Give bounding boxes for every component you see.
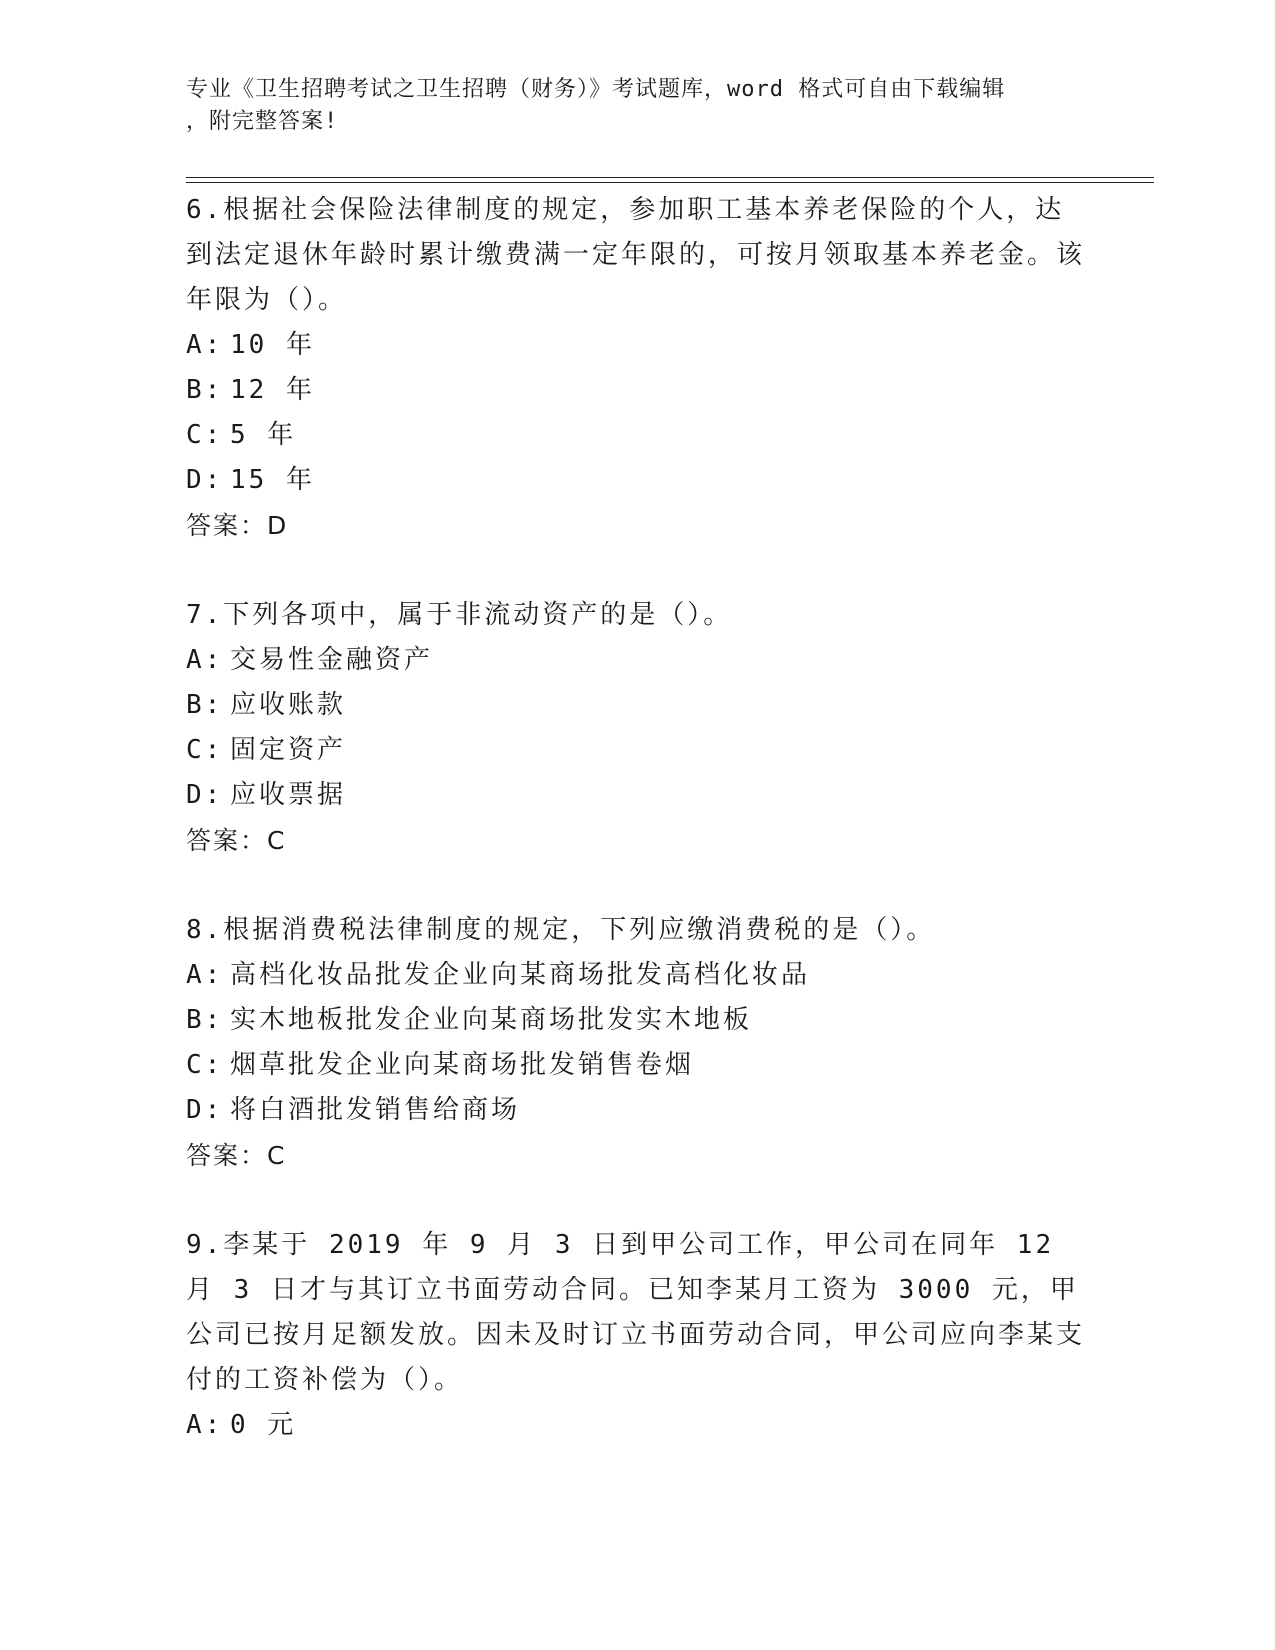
option-c xyxy=(186,728,1086,773)
answer-line: 答案：C xyxy=(186,1141,287,1170)
question-stem: 8.根据消费税法律制度的规定，下列应缴消费税的是（）。 xyxy=(186,915,936,945)
option-text: 12 年 xyxy=(230,375,315,405)
option-a xyxy=(186,953,1086,998)
option-label: B: xyxy=(186,1005,224,1035)
option-text: 15 年 xyxy=(230,465,315,495)
document-header xyxy=(186,74,1086,138)
option-b xyxy=(186,683,1086,728)
option-d xyxy=(186,773,1086,818)
option-d xyxy=(186,1088,1086,1133)
option-a xyxy=(186,638,1086,683)
option-label: A: xyxy=(186,1410,224,1440)
header-intro-line-2: ，附完整答案! xyxy=(186,109,339,134)
option-text: 固定资产 xyxy=(230,735,347,765)
option-label: B: xyxy=(186,375,224,405)
question-stem: 6.根据社会保险法律制度的规定，参加职工基本养老保险的个人，达到法定退休年龄时累计缴费满一定年限的，可按月领取基本养老金。该年限为（）。 xyxy=(186,195,1086,315)
question-6 xyxy=(186,188,1086,548)
option-text: 高档化妆品批发企业向某商场批发高档化妆品 xyxy=(230,960,811,990)
header-divider-bottom xyxy=(186,182,1154,183)
question-8 xyxy=(186,908,1086,1178)
answer-line: 答案：C xyxy=(186,826,287,855)
option-label: A: xyxy=(186,960,224,990)
option-text: 应收账款 xyxy=(230,690,347,720)
option-label: C: xyxy=(186,735,224,765)
option-text: 5 年 xyxy=(230,420,297,450)
option-c xyxy=(186,413,1086,458)
question-stem: 9.李某于 2019 年 9 月 3 日到甲公司工作，甲公司在同年 12 月 3 日才与其订立书面劳动合同。已知李某月工资为 3000 元，甲公司已按月足额发放。因未及时订立书面劳动合同，甲公司应向李某支付的工资补偿为（）。 xyxy=(186,1230,1086,1395)
option-label: D: xyxy=(186,780,224,810)
option-label: A: xyxy=(186,330,224,360)
option-text: 实木地板批发企业向某商场批发实木地板 xyxy=(230,1005,753,1035)
option-b xyxy=(186,998,1086,1043)
option-a xyxy=(186,1403,1086,1448)
option-b xyxy=(186,368,1086,413)
option-text: 10 年 xyxy=(230,330,315,360)
option-text: 应收票据 xyxy=(230,780,347,810)
option-text: 将白酒批发销售给商场 xyxy=(230,1095,521,1125)
header-intro-line-1: 专业《卫生招聘考试之卫生招聘（财务）》考试题库，word 格式可自由下载编辑 xyxy=(186,77,1006,102)
option-c xyxy=(186,1043,1086,1088)
option-d xyxy=(186,458,1086,503)
question-list xyxy=(186,188,1086,1493)
header-divider-top xyxy=(186,177,1154,178)
option-text: 0 元 xyxy=(230,1410,297,1440)
option-label: C: xyxy=(186,1050,224,1080)
option-text: 烟草批发企业向某商场批发销售卷烟 xyxy=(230,1050,695,1080)
option-label: A: xyxy=(186,645,224,675)
option-a xyxy=(186,323,1086,368)
option-label: C: xyxy=(186,420,224,450)
option-label: D: xyxy=(186,1095,224,1125)
question-9 xyxy=(186,1223,1086,1448)
answer-line: 答案：D xyxy=(186,511,289,540)
option-text: 交易性金融资产 xyxy=(230,645,434,675)
option-label: B: xyxy=(186,690,224,720)
option-label: D: xyxy=(186,465,224,495)
question-7 xyxy=(186,593,1086,863)
question-stem: 7.下列各项中，属于非流动资产的是（）。 xyxy=(186,600,733,630)
